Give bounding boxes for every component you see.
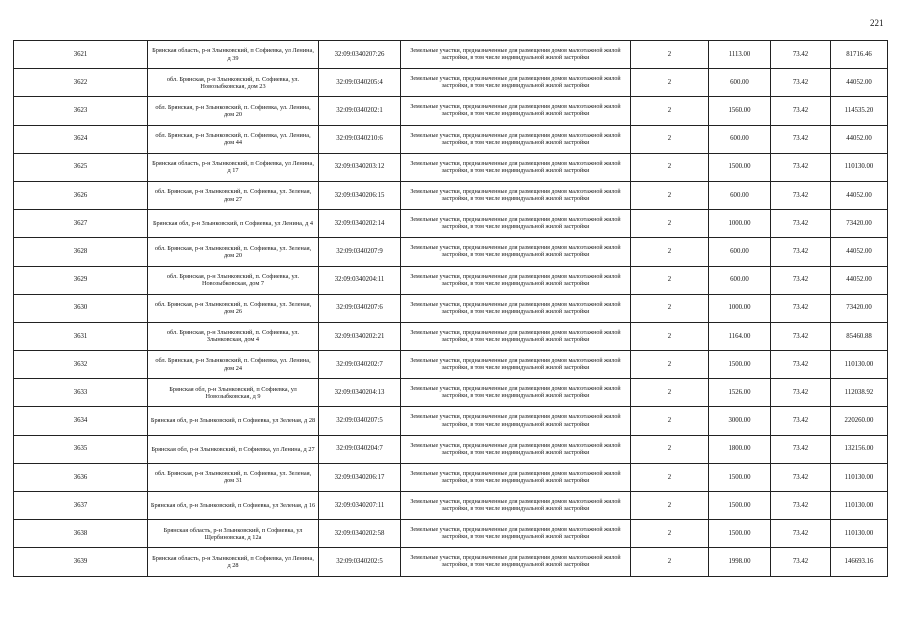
group-cell: 2 [631,97,709,125]
cadastral-number-cell: 32:09:0340207:5 [319,407,401,435]
table-row [14,407,888,435]
group-cell: 2 [631,351,709,379]
row-number-cell: 3625 [14,153,148,181]
land-plots-table [13,40,888,577]
rate-cell: 73.42 [771,407,831,435]
land-use-description-cell: Земельные участки, предназначенные для размещения домов малоэтажной жилой застройки, в том числе индивидуальной жилой застройки [401,520,631,548]
address-cell: Брянская обл, р-н Злынковский, п Софиевка, ул Зеленая, д 28 [148,407,319,435]
table-row [14,210,888,238]
rate-cell: 73.42 [771,238,831,266]
group-cell: 2 [631,41,709,69]
table-row [14,351,888,379]
cadastral-number-cell: 32:09:0340204:7 [319,435,401,463]
rate-cell: 73.42 [771,181,831,209]
area-cell: 3000.00 [709,407,771,435]
area-cell: 600.00 [709,266,771,294]
cadastral-number-cell: 32:09:0340207:11 [319,492,401,520]
cadastral-number-cell: 32:09:0340207:6 [319,294,401,322]
address-cell: Брянская обл, р-н Злынковский, п Софиевка, ул Ленина, д 4 [148,210,319,238]
rate-cell: 73.42 [771,548,831,576]
land-use-description-cell: Земельные участки, предназначенные для размещения домов малоэтажной жилой застройки, в том числе индивидуальной жилой застройки [401,492,631,520]
area-cell: 1500.00 [709,351,771,379]
rate-cell: 73.42 [771,379,831,407]
area-cell: 1800.00 [709,435,771,463]
cadastral-value-cell: 110130.00 [831,463,888,491]
cadastral-value-cell: 114535.20 [831,97,888,125]
area-cell: 600.00 [709,181,771,209]
group-cell: 2 [631,492,709,520]
page-number: 221 [870,18,884,28]
land-use-description-cell: Земельные участки, предназначенные для размещения домов малоэтажной жилой застройки, в том числе индивидуальной жилой застройки [401,181,631,209]
cadastral-number-cell: 32:09:0340207:26 [319,41,401,69]
row-number-cell: 3636 [14,463,148,491]
row-number-cell: 3626 [14,181,148,209]
area-cell: 1500.00 [709,492,771,520]
area-cell: 1164.00 [709,322,771,350]
table-row [14,41,888,69]
cadastral-number-cell: 32:09:0340202:5 [319,548,401,576]
rate-cell: 73.42 [771,153,831,181]
area-cell: 600.00 [709,125,771,153]
row-number-cell: 3622 [14,69,148,97]
group-cell: 2 [631,294,709,322]
row-number-cell: 3624 [14,125,148,153]
table-row [14,379,888,407]
cadastral-number-cell: 32:09:0340204:11 [319,266,401,294]
table-row [14,294,888,322]
address-cell: Брянская обл, р-н Злынковский, п Софиевка, ул Новозыбковская, д 9 [148,379,319,407]
land-use-description-cell: Земельные участки, предназначенные для размещения домов малоэтажной жилой застройки, в том числе индивидуальной жилой застройки [401,407,631,435]
cadastral-value-cell: 220260.00 [831,407,888,435]
rate-cell: 73.42 [771,97,831,125]
address-cell: обл. Брянская, р-н Злынковский, п. Софиевка, ул. Ленина, дом 20 [148,97,319,125]
table-row [14,435,888,463]
address-cell: обл. Брянская, р-н Злынковский, п. Софиевка, ул. Новозыбковская, дом 7 [148,266,319,294]
land-use-description-cell: Земельные участки, предназначенные для размещения домов малоэтажной жилой застройки, в том числе индивидуальной жилой застройки [401,379,631,407]
address-cell: обл. Брянская, р-н Злынковский, п. Софиевка, ул. Зеленая, дом 27 [148,181,319,209]
address-cell: Брянская обл, р-н Злынковский, п Софиевка, ул Зеленая, д 16 [148,492,319,520]
address-cell: обл. Брянская, р-н Злынковский, п. Софиевка, ул. Зеленая, дом 20 [148,238,319,266]
land-use-description-cell: Земельные участки, предназначенные для размещения домов малоэтажной жилой застройки, в том числе индивидуальной жилой застройки [401,548,631,576]
row-number-cell: 3628 [14,238,148,266]
cadastral-value-cell: 81716.46 [831,41,888,69]
table-row [14,548,888,576]
address-cell: обл. Брянская, р-н Злынковский, п. Софиевка, ул. Зеленая, дом 31 [148,463,319,491]
land-use-description-cell: Земельные участки, предназначенные для размещения домов малоэтажной жилой застройки, в том числе индивидуальной жилой застройки [401,97,631,125]
land-use-description-cell: Земельные участки, предназначенные для размещения домов малоэтажной жилой застройки, в том числе индивидуальной жилой застройки [401,463,631,491]
rate-cell: 73.42 [771,125,831,153]
cadastral-number-cell: 32:09:0340210:6 [319,125,401,153]
group-cell: 2 [631,435,709,463]
address-cell: обл. Брянская, р-н Злынковский, п. Софиевка, ул. Ленина, дом 24 [148,351,319,379]
area-cell: 1500.00 [709,153,771,181]
cadastral-number-cell: 32:09:0340207:9 [319,238,401,266]
row-number-cell: 3623 [14,97,148,125]
cadastral-value-cell: 112038.92 [831,379,888,407]
group-cell: 2 [631,407,709,435]
rate-cell: 73.42 [771,294,831,322]
group-cell: 2 [631,238,709,266]
address-cell: Брянская область, р-н Злынковский, п Софиевка, ул Ленина, д 28 [148,548,319,576]
cadastral-value-cell: 44052.00 [831,266,888,294]
group-cell: 2 [631,210,709,238]
rate-cell: 73.42 [771,351,831,379]
area-cell: 1998.00 [709,548,771,576]
cadastral-value-cell: 132156.00 [831,435,888,463]
address-cell: обл. Брянская, р-н Злынковский, п. Софиевка, ул. Злынковская, дом 4 [148,322,319,350]
group-cell: 2 [631,69,709,97]
table-row [14,238,888,266]
area-cell: 1560.00 [709,97,771,125]
table-row [14,97,888,125]
row-number-cell: 3630 [14,294,148,322]
address-cell: Брянская область, р-н Злынковский, п Софиевка, ул Ленина, д 39 [148,41,319,69]
rate-cell: 73.42 [771,41,831,69]
cadastral-value-cell: 85460.88 [831,322,888,350]
table-row [14,266,888,294]
group-cell: 2 [631,181,709,209]
land-use-description-cell: Земельные участки, предназначенные для размещения домов малоэтажной жилой застройки, в том числе индивидуальной жилой застройки [401,69,631,97]
land-use-description-cell: Земельные участки, предназначенные для размещения домов малоэтажной жилой застройки, в том числе индивидуальной жилой застройки [401,210,631,238]
table-row [14,463,888,491]
row-number-cell: 3634 [14,407,148,435]
address-cell: Брянская область, р-н Злынковский, п Софиевка, ул Щербиновская, д 12а [148,520,319,548]
rate-cell: 73.42 [771,520,831,548]
table-row [14,492,888,520]
address-cell: обл. Брянская, р-н Злынковский, п. Софиевка, ул. Новозыбковская, дом 23 [148,69,319,97]
cadastral-number-cell: 32:09:0340202:21 [319,322,401,350]
area-cell: 1526.00 [709,379,771,407]
row-number-cell: 3621 [14,41,148,69]
area-cell: 600.00 [709,238,771,266]
row-number-cell: 3631 [14,322,148,350]
rate-cell: 73.42 [771,69,831,97]
address-cell: обл. Брянская, р-н Злынковский, п. Софиевка, ул. Ленина, дом 44 [148,125,319,153]
cadastral-value-cell: 73420.00 [831,294,888,322]
cadastral-number-cell: 32:09:0340202:7 [319,351,401,379]
row-number-cell: 3635 [14,435,148,463]
cadastral-value-cell: 44052.00 [831,69,888,97]
area-cell: 1500.00 [709,463,771,491]
cadastral-value-cell: 110130.00 [831,153,888,181]
row-number-cell: 3629 [14,266,148,294]
group-cell: 2 [631,125,709,153]
land-use-description-cell: Земельные участки, предназначенные для размещения домов малоэтажной жилой застройки, в том числе индивидуальной жилой застройки [401,125,631,153]
area-cell: 1000.00 [709,294,771,322]
rate-cell: 73.42 [771,210,831,238]
row-number-cell: 3639 [14,548,148,576]
group-cell: 2 [631,153,709,181]
table-row [14,520,888,548]
land-use-description-cell: Земельные участки, предназначенные для размещения домов малоэтажной жилой застройки, в том числе индивидуальной жилой застройки [401,266,631,294]
row-number-cell: 3627 [14,210,148,238]
cadastral-value-cell: 146693.16 [831,548,888,576]
cadastral-number-cell: 32:09:0340205:4 [319,69,401,97]
table-row [14,153,888,181]
cadastral-number-cell: 32:09:0340206:17 [319,463,401,491]
area-cell: 600.00 [709,69,771,97]
land-use-description-cell: Земельные участки, предназначенные для размещения домов малоэтажной жилой застройки, в том числе индивидуальной жилой застройки [401,153,631,181]
cadastral-value-cell: 110130.00 [831,351,888,379]
row-number-cell: 3637 [14,492,148,520]
rate-cell: 73.42 [771,322,831,350]
area-cell: 1000.00 [709,210,771,238]
row-number-cell: 3638 [14,520,148,548]
cadastral-number-cell: 32:09:0340202:14 [319,210,401,238]
land-use-description-cell: Земельные участки, предназначенные для размещения домов малоэтажной жилой застройки, в том числе индивидуальной жилой застройки [401,294,631,322]
group-cell: 2 [631,520,709,548]
table-row [14,322,888,350]
table-row [14,181,888,209]
group-cell: 2 [631,379,709,407]
rate-cell: 73.42 [771,435,831,463]
cadastral-value-cell: 44052.00 [831,238,888,266]
cadastral-value-cell: 44052.00 [831,181,888,209]
cadastral-value-cell: 110130.00 [831,520,888,548]
group-cell: 2 [631,548,709,576]
land-use-description-cell: Земельные участки, предназначенные для размещения домов малоэтажной жилой застройки, в том числе индивидуальной жилой застройки [401,435,631,463]
cadastral-number-cell: 32:09:0340204:13 [319,379,401,407]
cadastral-number-cell: 32:09:0340202:58 [319,520,401,548]
address-cell: Брянская обл, р-н Злынковский, п Софиевка, ул Ленина, д 27 [148,435,319,463]
row-number-cell: 3633 [14,379,148,407]
cadastral-number-cell: 32:09:0340203:12 [319,153,401,181]
group-cell: 2 [631,322,709,350]
address-cell: обл. Брянская, р-н Злынковский, п. Софиевка, ул. Зеленая, дом 26 [148,294,319,322]
cadastral-value-cell: 44052.00 [831,125,888,153]
rate-cell: 73.42 [771,463,831,491]
land-use-description-cell: Земельные участки, предназначенные для размещения домов малоэтажной жилой застройки, в том числе индивидуальной жилой застройки [401,351,631,379]
group-cell: 2 [631,463,709,491]
rate-cell: 73.42 [771,266,831,294]
cadastral-value-cell: 110130.00 [831,492,888,520]
land-use-description-cell: Земельные участки, предназначенные для размещения домов малоэтажной жилой застройки, в том числе индивидуальной жилой застройки [401,238,631,266]
land-use-description-cell: Земельные участки, предназначенные для размещения домов малоэтажной жилой застройки, в том числе индивидуальной жилой застройки [401,41,631,69]
table-row [14,125,888,153]
cadastral-value-cell: 73420.00 [831,210,888,238]
rate-cell: 73.42 [771,492,831,520]
area-cell: 1113.00 [709,41,771,69]
table-row [14,69,888,97]
cadastral-number-cell: 32:09:0340206:15 [319,181,401,209]
group-cell: 2 [631,266,709,294]
cadastral-number-cell: 32:09:0340202:1 [319,97,401,125]
land-use-description-cell: Земельные участки, предназначенные для размещения домов малоэтажной жилой застройки, в том числе индивидуальной жилой застройки [401,322,631,350]
row-number-cell: 3632 [14,351,148,379]
address-cell: Брянская область, р-н Злынковский, п Софиевка, ул Ленина, д 17 [148,153,319,181]
area-cell: 1500.00 [709,520,771,548]
